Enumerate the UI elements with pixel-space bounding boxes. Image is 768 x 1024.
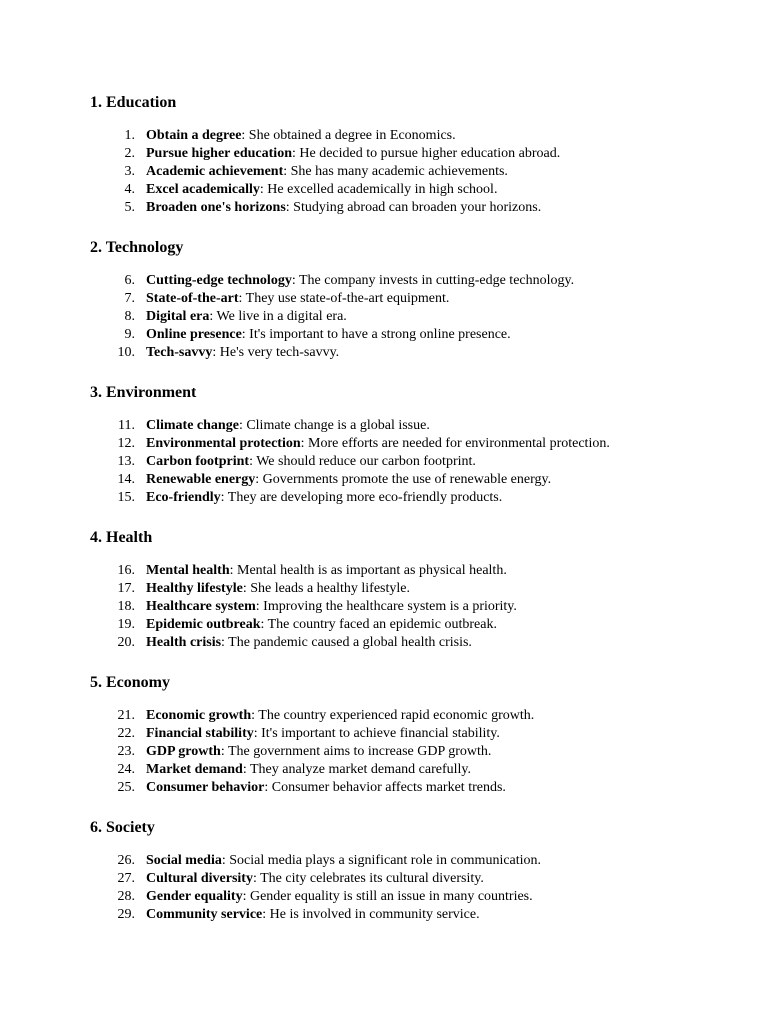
item-body [146,471,551,489]
item-number: 24. [117,762,135,777]
item-body [146,453,476,471]
item-number: 29. [117,907,135,922]
vocabulary-term: Academic achievement [146,164,284,179]
vocabulary-term: State-of-the-art [146,291,239,306]
example-sentence: : He decided to pursue higher education abroad. [291,146,561,161]
vocabulary-term: Cutting-edge technology [146,273,292,288]
item-body [146,163,508,181]
item-body [146,435,610,453]
section-heading: 1. Education [90,94,177,111]
item-body [146,326,511,344]
item-list [90,562,728,652]
item-number: 21. [117,708,135,723]
item-body [146,562,507,580]
section-heading: 2. Technology [90,239,184,256]
item-number: 7. [124,291,135,306]
example-sentence: : Social media plays a significant role in communication. [221,853,542,868]
list-item [90,453,728,471]
item-number: 14. [117,472,135,487]
list-item [90,634,728,652]
item-number: 22. [117,726,135,741]
section [90,237,728,362]
example-sentence: : The country experienced rapid economic growth. [251,708,535,723]
section [90,382,728,507]
example-sentence: : The country faced an epidemic outbreak. [260,617,497,632]
vocabulary-term: Cultural diversity [146,871,253,886]
item-number: 11. [118,418,135,433]
list-item [90,779,728,797]
vocabulary-term: Environmental protection [146,436,301,451]
item-number: 16. [117,563,135,578]
vocabulary-term: Climate change [146,418,239,433]
vocabulary-term: GDP growth [146,744,221,759]
list-item [90,616,728,634]
item-number: 19. [117,617,135,632]
example-sentence: : The city celebrates its cultural diversity. [252,871,484,886]
vocabulary-term: Digital era [146,309,210,324]
item-number: 23. [117,744,135,759]
list-item [90,145,728,163]
item-number: 20. [117,635,135,650]
vocabulary-term: Health crisis [146,635,222,650]
vocabulary-term: Market demand [146,762,243,777]
item-number: 12. [117,436,135,451]
item-number: 26. [117,853,135,868]
list-item [90,562,728,580]
item-number: 27. [117,871,135,886]
item-number: 13. [117,454,135,469]
list-item [90,852,728,870]
vocabulary-term: Epidemic outbreak [146,617,261,632]
item-number: 3. [124,164,135,179]
item-body [146,707,534,725]
list-item [90,906,728,924]
list-item [90,290,728,308]
example-sentence: : The government aims to increase GDP growth. [220,744,492,759]
vocabulary-term: Healthy lifestyle [146,581,243,596]
item-number: 18. [117,599,135,614]
item-body [146,308,347,326]
example-sentence: : Climate change is a global issue. [238,418,430,433]
item-number: 6. [124,273,135,288]
item-number: 28. [117,889,135,904]
item-body [146,906,480,924]
vocabulary-term: Pursue higher education [146,146,292,161]
vocabulary-term: Consumer behavior [146,780,265,795]
list-item [90,761,728,779]
item-body [146,489,502,507]
item-number: 15. [117,490,135,505]
example-sentence: : They analyze market demand carefully. [242,762,471,777]
list-item [90,435,728,453]
example-sentence: : They are developing more eco-friendly products. [220,490,503,505]
vocabulary-term: Economic growth [146,708,252,723]
item-body [146,888,533,906]
list-item [90,598,728,616]
item-body [146,743,491,761]
item-body [146,272,574,290]
list-item [90,417,728,435]
item-number: 25. [117,780,135,795]
section [90,672,728,797]
item-number: 17. [117,581,135,596]
vocabulary-term: Broaden one's horizons [146,200,286,215]
item-body [146,127,456,145]
example-sentence: : Consumer behavior affects market trends. [264,780,506,795]
vocabulary-term: Social media [146,853,222,868]
list-item [90,471,728,489]
item-body [146,181,497,199]
vocabulary-term: Tech-savvy [146,345,213,360]
vocabulary-term: Community service [146,907,263,922]
list-item [90,888,728,906]
list-item [90,743,728,761]
item-number: 1. [124,128,135,143]
list-item [90,163,728,181]
example-sentence: : She has many academic achievements. [283,164,508,179]
vocabulary-term: Eco-friendly [146,490,221,505]
item-body [146,580,410,598]
example-sentence: : Governments promote the use of renewable energy. [255,472,552,487]
example-sentence: : Improving the healthcare system is a priority. [255,599,517,614]
item-list [90,707,728,797]
item-body [146,634,472,652]
item-body [146,199,541,217]
item-body [146,616,497,634]
list-item [90,725,728,743]
example-sentence: : He excelled academically in high school. [259,182,498,197]
item-number: 9. [124,327,135,342]
vocabulary-term: Online presence [146,327,242,342]
item-body [146,145,560,163]
item-body [146,417,430,435]
example-sentence: : Mental health is as important as physical health. [229,563,507,578]
item-number: 4. [124,182,135,197]
vocabulary-term: Mental health [146,563,230,578]
item-list [90,127,728,217]
section [90,527,728,652]
item-body [146,761,471,779]
vocabulary-term: Healthcare system [146,599,256,614]
example-sentence: : They use state-of-the-art equipment. [238,291,450,306]
list-item [90,870,728,888]
item-body [146,870,484,888]
item-body [146,779,506,797]
vocabulary-term: Financial stability [146,726,254,741]
section-heading: 5. Economy [90,674,170,691]
list-item [90,580,728,598]
example-sentence: : She obtained a degree in Economics. [241,128,456,143]
example-sentence: : We should reduce our carbon footprint. [249,454,476,469]
example-sentence: : More efforts are needed for environmental protection. [300,436,610,451]
item-number: 8. [124,309,135,324]
item-body [146,598,517,616]
example-sentence: : We live in a digital era. [209,309,347,324]
item-body [146,290,449,308]
vocabulary-term: Carbon footprint [146,454,250,469]
list-item [90,181,728,199]
item-number: 2. [124,146,135,161]
section-heading: 3. Environment [90,384,197,401]
vocabulary-term: Renewable energy [146,472,256,487]
item-number: 5. [124,200,135,215]
item-number: 10. [117,345,135,360]
list-item [90,707,728,725]
example-sentence: : Studying abroad can broaden your horizons. [285,200,542,215]
item-list [90,417,728,507]
example-sentence: : The company invests in cutting-edge technology. [291,273,575,288]
item-body [146,725,500,743]
example-sentence: : Gender equality is still an issue in many countries. [242,889,533,904]
section-heading: 4. Health [90,529,153,546]
list-item [90,326,728,344]
example-sentence: : She leads a healthy lifestyle. [242,581,410,596]
example-sentence: : He's very tech-savvy. [212,345,340,360]
list-item [90,308,728,326]
section [90,817,728,924]
list-item [90,489,728,507]
item-body [146,344,339,362]
list-item [90,127,728,145]
vocabulary-term: Obtain a degree [146,128,242,143]
example-sentence: : It's important to achieve financial stability. [253,726,500,741]
example-sentence: : He is involved in community service. [262,907,480,922]
vocabulary-list [90,92,728,924]
example-sentence: : The pandemic caused a global health crisis. [221,635,472,650]
item-list [90,852,728,924]
section-heading: 6. Society [90,819,155,836]
list-item [90,344,728,362]
list-item [90,199,728,217]
item-list [90,272,728,362]
section [90,92,728,217]
item-body [146,852,541,870]
example-sentence: : It's important to have a strong online presence. [241,327,511,342]
list-item [90,272,728,290]
vocabulary-term: Gender equality [146,889,243,904]
vocabulary-term: Excel academically [146,182,260,197]
